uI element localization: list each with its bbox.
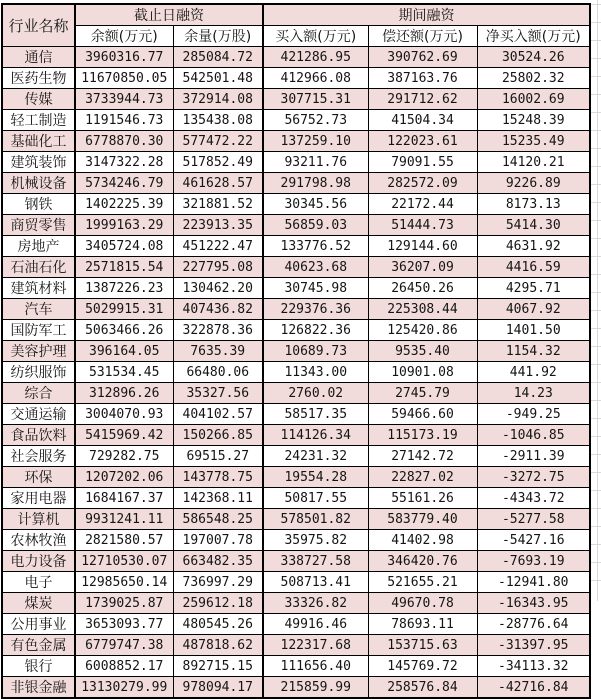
- value-cell: 5415969.42: [75, 425, 173, 446]
- value-cell: 2571815.54: [75, 257, 173, 278]
- table-row: [2, 467, 590, 488]
- value-cell: 3004070.93: [75, 404, 173, 425]
- value-cell: 33326.82: [263, 593, 368, 614]
- value-cell: 129144.60: [368, 236, 477, 257]
- value-cell: 1999163.29: [75, 215, 173, 236]
- value-cell: 41504.34: [368, 110, 477, 131]
- col-header-net-buy-amount: 净买入额(万元): [477, 26, 590, 47]
- value-cell: 14120.21: [477, 152, 590, 173]
- table-row: [2, 68, 590, 89]
- value-cell: -3272.75: [477, 467, 590, 488]
- table-body: [2, 47, 590, 699]
- table-row: [2, 677, 590, 699]
- value-cell: 35975.82: [263, 530, 368, 551]
- value-cell: 531534.45: [75, 362, 173, 383]
- value-cell: 133776.52: [263, 236, 368, 257]
- value-cell: 3653093.77: [75, 614, 173, 635]
- value-cell: 49670.78: [368, 593, 477, 614]
- col-header-share-volume: 余量(万股): [173, 26, 263, 47]
- industry-name-cell: 家用电器: [2, 488, 75, 509]
- value-cell: -12941.80: [477, 572, 590, 593]
- value-cell: 736997.29: [173, 572, 263, 593]
- value-cell: 122023.61: [368, 131, 477, 152]
- value-cell: 26450.26: [368, 278, 477, 299]
- industry-financing-table: [1, 3, 591, 699]
- col-header-balance: 余额(万元): [75, 26, 173, 47]
- value-cell: 35327.56: [173, 383, 263, 404]
- value-cell: 5029915.31: [75, 299, 173, 320]
- industry-name-cell: 基础化工: [2, 131, 75, 152]
- value-cell: 1191546.73: [75, 110, 173, 131]
- value-cell: 4416.59: [477, 257, 590, 278]
- industry-name-cell: 环保: [2, 467, 75, 488]
- value-cell: 282572.09: [368, 173, 477, 194]
- value-cell: 2745.79: [368, 383, 477, 404]
- value-cell: 30745.98: [263, 278, 368, 299]
- value-cell: 142368.11: [173, 488, 263, 509]
- value-cell: 51444.73: [368, 215, 477, 236]
- value-cell: 13130279.99: [75, 677, 173, 699]
- value-cell: 404102.57: [173, 404, 263, 425]
- group-header-period-financing: 期间融资: [263, 4, 590, 26]
- value-cell: 1739025.87: [75, 593, 173, 614]
- table-row: [2, 173, 590, 194]
- value-cell: -4343.72: [477, 488, 590, 509]
- table-row: [2, 404, 590, 425]
- value-cell: 412966.08: [263, 68, 368, 89]
- value-cell: 66480.06: [173, 362, 263, 383]
- value-cell: 3405724.08: [75, 236, 173, 257]
- col-header-repay-amount: 偿还额(万元): [368, 26, 477, 47]
- value-cell: 135438.08: [173, 110, 263, 131]
- value-cell: 30345.56: [263, 194, 368, 215]
- industry-name-cell: 轻工制造: [2, 110, 75, 131]
- value-cell: 12985650.14: [75, 572, 173, 593]
- industry-name-cell: 食品饮料: [2, 425, 75, 446]
- industry-name-cell: 商贸零售: [2, 215, 75, 236]
- value-cell: 111656.40: [263, 656, 368, 677]
- value-cell: 11343.00: [263, 362, 368, 383]
- industry-name-cell: 钢铁: [2, 194, 75, 215]
- value-cell: 338727.58: [263, 551, 368, 572]
- value-cell: 4295.71: [477, 278, 590, 299]
- table-row: [2, 362, 590, 383]
- value-cell: 15235.49: [477, 131, 590, 152]
- table-row: [2, 320, 590, 341]
- value-cell: 586548.25: [173, 509, 263, 530]
- industry-name-cell: 机械设备: [2, 173, 75, 194]
- value-cell: 577472.22: [173, 131, 263, 152]
- value-cell: 5063466.26: [75, 320, 173, 341]
- value-cell: 578501.82: [263, 509, 368, 530]
- value-cell: 41402.98: [368, 530, 477, 551]
- industry-name-cell: 美容护理: [2, 341, 75, 362]
- value-cell: 978094.17: [173, 677, 263, 699]
- industry-name-cell: 计算机: [2, 509, 75, 530]
- value-cell: 346420.76: [368, 551, 477, 572]
- value-cell: -7693.19: [477, 551, 590, 572]
- value-cell: 93211.76: [263, 152, 368, 173]
- value-cell: 59466.60: [368, 404, 477, 425]
- value-cell: 4067.92: [477, 299, 590, 320]
- value-cell: 663482.35: [173, 551, 263, 572]
- value-cell: 307715.31: [263, 89, 368, 110]
- value-cell: -5277.58: [477, 509, 590, 530]
- value-cell: 10689.73: [263, 341, 368, 362]
- value-cell: 508713.41: [263, 572, 368, 593]
- table-row: [2, 509, 590, 530]
- table-row: [2, 215, 590, 236]
- value-cell: -2911.39: [477, 446, 590, 467]
- value-cell: 22172.44: [368, 194, 477, 215]
- industry-name-cell: 通信: [2, 47, 75, 68]
- value-cell: 1154.32: [477, 341, 590, 362]
- industry-name-cell: 有色金属: [2, 635, 75, 656]
- value-cell: -5427.16: [477, 530, 590, 551]
- table-row: [2, 572, 590, 593]
- col-header-buy-amount: 买入额(万元): [263, 26, 368, 47]
- value-cell: 229376.36: [263, 299, 368, 320]
- group-header-cutoff-date-financing: 截止日融资: [75, 4, 263, 26]
- value-cell: 24231.32: [263, 446, 368, 467]
- value-cell: 36207.09: [368, 257, 477, 278]
- value-cell: 2760.02: [263, 383, 368, 404]
- value-cell: 11670850.05: [75, 68, 173, 89]
- value-cell: 9535.40: [368, 341, 477, 362]
- industry-name-cell: 建筑材料: [2, 278, 75, 299]
- value-cell: 227795.08: [173, 257, 263, 278]
- industry-name-cell: 传媒: [2, 89, 75, 110]
- value-cell: 892715.15: [173, 656, 263, 677]
- table-row: [2, 656, 590, 677]
- table-row: [2, 131, 590, 152]
- value-cell: 55161.26: [368, 488, 477, 509]
- industry-name-cell: 银行: [2, 656, 75, 677]
- value-cell: 143778.75: [173, 467, 263, 488]
- table-row: [2, 236, 590, 257]
- value-cell: -42716.84: [477, 677, 590, 699]
- value-cell: 7635.39: [173, 341, 263, 362]
- value-cell: 1401.50: [477, 320, 590, 341]
- value-cell: 312896.26: [75, 383, 173, 404]
- industry-name-cell: 交通运输: [2, 404, 75, 425]
- value-cell: 729282.75: [75, 446, 173, 467]
- industry-name-cell: 纺织服饰: [2, 362, 75, 383]
- value-cell: 22827.02: [368, 467, 477, 488]
- table-row: [2, 152, 590, 173]
- value-cell: 5734246.79: [75, 173, 173, 194]
- value-cell: 8173.13: [477, 194, 590, 215]
- value-cell: 9931241.11: [75, 509, 173, 530]
- value-cell: 291798.98: [263, 173, 368, 194]
- value-cell: 3733944.73: [75, 89, 173, 110]
- value-cell: 396164.05: [75, 341, 173, 362]
- industry-name-cell: 石油石化: [2, 257, 75, 278]
- value-cell: 6778870.30: [75, 131, 173, 152]
- value-cell: 372914.08: [173, 89, 263, 110]
- industry-name-cell: 房地产: [2, 236, 75, 257]
- table-header: [2, 4, 590, 47]
- industry-name-cell: 非银金融: [2, 677, 75, 699]
- value-cell: 1387226.23: [75, 278, 173, 299]
- value-cell: 145769.72: [368, 656, 477, 677]
- value-cell: -31397.95: [477, 635, 590, 656]
- excel-gridlines-right-margin: [591, 4, 601, 598]
- value-cell: 223913.35: [173, 215, 263, 236]
- industry-column-header: 行业名称: [2, 4, 75, 47]
- table-row: [2, 110, 590, 131]
- value-cell: 583779.40: [368, 509, 477, 530]
- industry-name-cell: 电力设备: [2, 551, 75, 572]
- table-row: [2, 299, 590, 320]
- value-cell: 79091.55: [368, 152, 477, 173]
- value-cell: 6008852.17: [75, 656, 173, 677]
- value-cell: 12710530.07: [75, 551, 173, 572]
- industry-name-cell: 国防军工: [2, 320, 75, 341]
- value-cell: 14.23: [477, 383, 590, 404]
- value-cell: 78693.11: [368, 614, 477, 635]
- table-row: [2, 614, 590, 635]
- table-row: [2, 425, 590, 446]
- value-cell: 521655.21: [368, 572, 477, 593]
- value-cell: 321881.52: [173, 194, 263, 215]
- value-cell: 15248.39: [477, 110, 590, 131]
- value-cell: 16002.69: [477, 89, 590, 110]
- table-row: [2, 89, 590, 110]
- table-row: [2, 488, 590, 509]
- value-cell: 125420.86: [368, 320, 477, 341]
- value-cell: 259612.18: [173, 593, 263, 614]
- value-cell: 285084.72: [173, 47, 263, 68]
- table-row: [2, 551, 590, 572]
- value-cell: 49916.46: [263, 614, 368, 635]
- value-cell: 56752.73: [263, 110, 368, 131]
- table-row: [2, 257, 590, 278]
- value-cell: 56859.03: [263, 215, 368, 236]
- value-cell: 441.92: [477, 362, 590, 383]
- value-cell: 27142.72: [368, 446, 477, 467]
- value-cell: -1046.85: [477, 425, 590, 446]
- value-cell: 215859.99: [263, 677, 368, 699]
- value-cell: 1684167.37: [75, 488, 173, 509]
- value-cell: 114126.34: [263, 425, 368, 446]
- industry-name-cell: 医药生物: [2, 68, 75, 89]
- value-cell: 130462.20: [173, 278, 263, 299]
- table-row: [2, 383, 590, 404]
- table-row: [2, 194, 590, 215]
- industry-name-cell: 电子: [2, 572, 75, 593]
- industry-name-cell: 煤炭: [2, 593, 75, 614]
- value-cell: 1402225.39: [75, 194, 173, 215]
- value-cell: 30524.26: [477, 47, 590, 68]
- industry-name-cell: 社会服务: [2, 446, 75, 467]
- industry-name-cell: 汽车: [2, 299, 75, 320]
- value-cell: -34113.32: [477, 656, 590, 677]
- value-cell: 291712.62: [368, 89, 477, 110]
- value-cell: 322878.36: [173, 320, 263, 341]
- value-cell: 122317.68: [263, 635, 368, 656]
- value-cell: 9226.89: [477, 173, 590, 194]
- value-cell: 115173.19: [368, 425, 477, 446]
- value-cell: 407436.82: [173, 299, 263, 320]
- value-cell: 10901.08: [368, 362, 477, 383]
- value-cell: 387163.76: [368, 68, 477, 89]
- value-cell: 3147322.28: [75, 152, 173, 173]
- value-cell: -16343.95: [477, 593, 590, 614]
- value-cell: -949.25: [477, 404, 590, 425]
- value-cell: 258576.84: [368, 677, 477, 699]
- value-cell: 451222.47: [173, 236, 263, 257]
- industry-name-cell: 农林牧渔: [2, 530, 75, 551]
- value-cell: 390762.69: [368, 47, 477, 68]
- value-cell: 480545.26: [173, 614, 263, 635]
- industry-name-cell: 综合: [2, 383, 75, 404]
- value-cell: 25802.32: [477, 68, 590, 89]
- value-cell: 542501.48: [173, 68, 263, 89]
- value-cell: 153715.63: [368, 635, 477, 656]
- table-row: [2, 446, 590, 467]
- table-row: [2, 278, 590, 299]
- value-cell: 19554.28: [263, 467, 368, 488]
- value-cell: 197007.78: [173, 530, 263, 551]
- value-cell: 137259.10: [263, 131, 368, 152]
- value-cell: -28776.64: [477, 614, 590, 635]
- value-cell: 517852.49: [173, 152, 263, 173]
- value-cell: 40623.68: [263, 257, 368, 278]
- value-cell: 6779747.38: [75, 635, 173, 656]
- industry-name-cell: 建筑装饰: [2, 152, 75, 173]
- value-cell: 2821580.57: [75, 530, 173, 551]
- value-cell: 50817.55: [263, 488, 368, 509]
- industry-name-cell: 公用事业: [2, 614, 75, 635]
- value-cell: 421286.95: [263, 47, 368, 68]
- value-cell: 225308.44: [368, 299, 477, 320]
- value-cell: 1207202.06: [75, 467, 173, 488]
- value-cell: 5414.30: [477, 215, 590, 236]
- table-row: [2, 593, 590, 614]
- table-row: [2, 47, 590, 68]
- value-cell: 4631.92: [477, 236, 590, 257]
- value-cell: 461628.57: [173, 173, 263, 194]
- table-row: [2, 530, 590, 551]
- value-cell: 487818.62: [173, 635, 263, 656]
- value-cell: 126822.36: [263, 320, 368, 341]
- table-row: [2, 635, 590, 656]
- value-cell: 150266.85: [173, 425, 263, 446]
- table-row: [2, 341, 590, 362]
- value-cell: 58517.35: [263, 404, 368, 425]
- value-cell: 3960316.77: [75, 47, 173, 68]
- value-cell: 69515.27: [173, 446, 263, 467]
